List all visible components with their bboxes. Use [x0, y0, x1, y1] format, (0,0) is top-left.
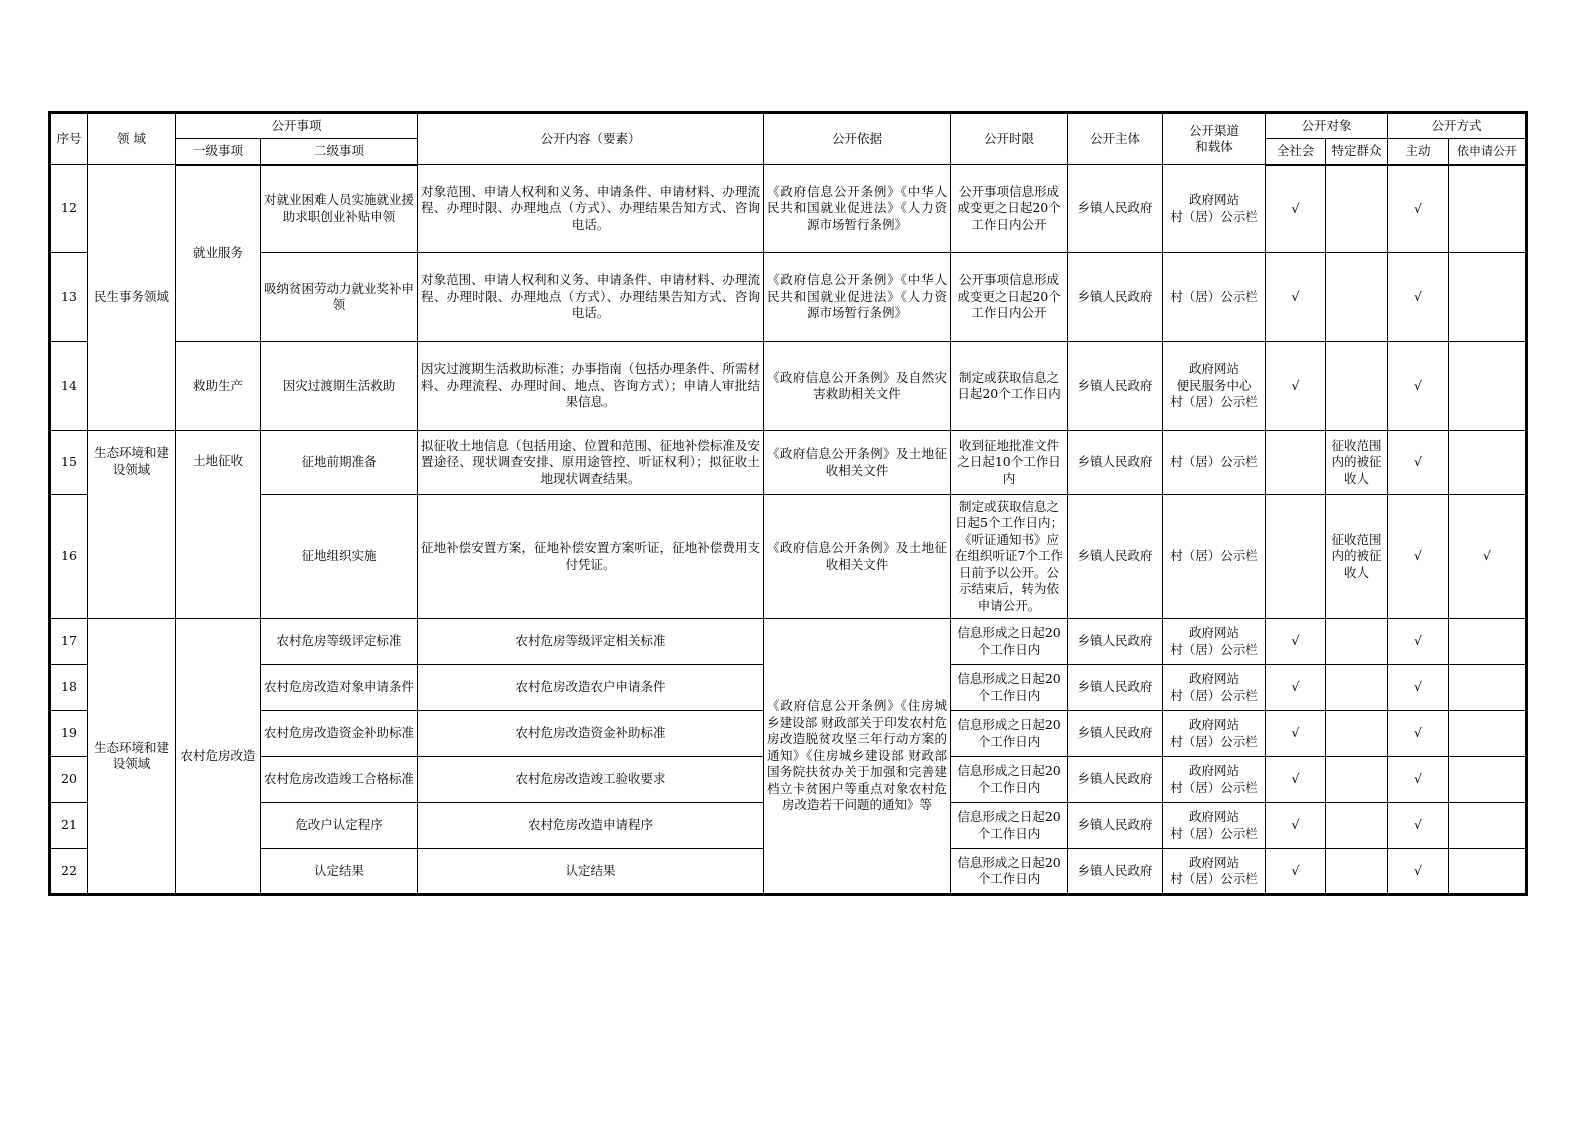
- header-target-all: 全社会: [1266, 139, 1326, 165]
- subject-cell: 乡镇人民政府: [1068, 665, 1163, 711]
- method-request-mark: [1449, 253, 1527, 342]
- subject-cell: 乡镇人民政府: [1068, 495, 1163, 619]
- target-specific-cell: [1326, 165, 1388, 253]
- channel-cell: 政府网站 村（居）公示栏: [1163, 803, 1266, 849]
- channel-cell: 政府网站 村（居）公示栏: [1163, 757, 1266, 803]
- method-request-mark: [1449, 849, 1527, 895]
- target-all-mark: √: [1266, 711, 1326, 757]
- header-time-limit: 公开时限: [951, 113, 1068, 165]
- target-all-mark: √: [1266, 849, 1326, 895]
- channel-cell: 政府网站 便民服务中心 村（居）公示栏: [1163, 342, 1266, 431]
- header-item-group: 公开事项: [176, 113, 418, 139]
- channel-cell: 政府网站 村（居）公示栏: [1163, 619, 1266, 665]
- channel-cell: 村（居）公示栏: [1163, 253, 1266, 342]
- method-request-mark: [1449, 665, 1527, 711]
- row-seq: 14: [50, 342, 88, 431]
- method-active-mark: √: [1388, 431, 1449, 495]
- content-cell: 农村危房改造农户申请条件: [418, 665, 764, 711]
- content-cell: 对象范围、申请人权利和义务、申请条件、申请材料、办理流程、办理时限、办理地点（方式）、办理结果告知方式、咨询电话。: [418, 165, 764, 253]
- method-active-mark: √: [1388, 757, 1449, 803]
- row-seq: 20: [50, 757, 88, 803]
- subject-cell: 乡镇人民政府: [1068, 431, 1163, 495]
- subject-cell: 乡镇人民政府: [1068, 342, 1163, 431]
- domain-cell: 生态环境和建设领域: [88, 431, 176, 619]
- row-seq: 15: [50, 431, 88, 495]
- disclosure-table: [48, 111, 1528, 896]
- subject-cell: 乡镇人民政府: [1068, 619, 1163, 665]
- channel-cell: 政府网站 村（居）公示栏: [1163, 849, 1266, 895]
- subject-cell: 乡镇人民政府: [1068, 165, 1163, 253]
- time-limit-cell: 制定或获取信息之日起5个工作日内；《听证通知书》应在组织听证7个工作日前予以公开。公示结束后，转为依申请公开。: [951, 495, 1068, 619]
- target-specific-cell: [1326, 849, 1388, 895]
- target-specific-cell: [1326, 342, 1388, 431]
- content-cell: 因灾过渡期生活救助标准；办事指南（包括办理条件、所需材料、办理流程、办理时间、地点、咨询方式）；申请人审批结果信息。: [418, 342, 764, 431]
- row-seq: 13: [50, 253, 88, 342]
- method-request-mark: [1449, 165, 1527, 253]
- time-limit-cell: 信息形成之日起20个工作日内: [951, 619, 1068, 665]
- method-active-mark: √: [1388, 711, 1449, 757]
- header-basis: 公开依据: [764, 113, 951, 165]
- level2-cell: 征地前期准备: [261, 431, 418, 495]
- table-row: [50, 342, 1527, 431]
- method-request-mark: [1449, 342, 1527, 431]
- table-row: [50, 253, 1527, 342]
- time-limit-cell: 信息形成之日起20个工作日内: [951, 665, 1068, 711]
- target-all-mark: √: [1266, 342, 1326, 431]
- header-method-request: 依申请公开: [1449, 139, 1527, 165]
- target-all-mark: √: [1266, 253, 1326, 342]
- domain-cell: 民生事务领域: [88, 165, 176, 431]
- level2-cell: 吸纳贫困劳动力就业奖补申领: [261, 253, 418, 342]
- method-active-mark: √: [1388, 253, 1449, 342]
- target-all-mark: √: [1266, 665, 1326, 711]
- header-target-group: 公开对象: [1266, 113, 1388, 139]
- time-limit-cell: 收到征地批准文件之日起10个工作日内: [951, 431, 1068, 495]
- basis-cell: 《政府信息公开条例》《中华人民共和国就业促进法》《人力资源市场暂行条例》: [764, 253, 951, 342]
- row-seq: 17: [50, 619, 88, 665]
- method-request-mark: [1449, 803, 1527, 849]
- channel-cell: 政府网站 村（居）公示栏: [1163, 711, 1266, 757]
- basis-cell: 《政府信息公开条例》及土地征收相关文件: [764, 495, 951, 619]
- level2-cell: 农村危房等级评定标准: [261, 619, 418, 665]
- basis-cell: 《政府信息公开条例》及自然灾害救助相关文件: [764, 342, 951, 431]
- target-specific-cell: [1326, 619, 1388, 665]
- subject-cell: 乡镇人民政府: [1068, 757, 1163, 803]
- subject-cell: 乡镇人民政府: [1068, 253, 1163, 342]
- header-target-specific: 特定群众: [1326, 139, 1388, 165]
- method-active-mark: √: [1388, 803, 1449, 849]
- header-level2: 二级事项: [261, 139, 418, 165]
- time-limit-cell: 信息形成之日起20个工作日内: [951, 757, 1068, 803]
- target-all-mark: √: [1266, 803, 1326, 849]
- row-seq: 22: [50, 849, 88, 895]
- method-request-mark: [1449, 757, 1527, 803]
- target-all-mark: √: [1266, 757, 1326, 803]
- target-specific-cell: [1326, 711, 1388, 757]
- basis-cell: 《政府信息公开条例》《住房城乡建设部 财政部关于印发农村危房改造脱贫攻坚三年行动方案的通知》《住房城乡建设部 财政部 国务院扶贫办关于加强和完善建档立卡贫困户等重点对象农村危房改造若干问题的通知》等: [764, 619, 951, 895]
- method-request-mark: [1449, 619, 1527, 665]
- row-seq: 18: [50, 665, 88, 711]
- row-seq: 16: [50, 495, 88, 619]
- time-limit-cell: 信息形成之日起20个工作日内: [951, 711, 1068, 757]
- level1-cell: 土地征收: [176, 431, 261, 619]
- header-content: 公开内容（要素）: [418, 113, 764, 165]
- content-cell: 认定结果: [418, 849, 764, 895]
- method-active-mark: √: [1388, 665, 1449, 711]
- target-all-mark: [1266, 431, 1326, 495]
- target-specific-cell: [1326, 757, 1388, 803]
- method-active-mark: √: [1388, 342, 1449, 431]
- header-domain: 领 域: [88, 113, 176, 165]
- target-all-mark: [1266, 495, 1326, 619]
- channel-cell: 村（居）公示栏: [1163, 495, 1266, 619]
- method-active-mark: √: [1388, 849, 1449, 895]
- content-cell: 农村危房改造竣工验收要求: [418, 757, 764, 803]
- target-all-mark: √: [1266, 619, 1326, 665]
- header-seq: 序号: [50, 113, 88, 165]
- time-limit-cell: 信息形成之日起20个工作日内: [951, 849, 1068, 895]
- target-specific-cell: 征收范围内的被征收人: [1326, 431, 1388, 495]
- level2-cell: 认定结果: [261, 849, 418, 895]
- level2-cell: 农村危房改造竣工合格标准: [261, 757, 418, 803]
- row-seq: 12: [50, 165, 88, 253]
- header-channel: 公开渠道 和载体: [1163, 113, 1266, 165]
- method-request-mark: √: [1449, 495, 1527, 619]
- level1-cell: 救助生产: [176, 342, 261, 431]
- level2-cell: 农村危房改造资金补助标准: [261, 711, 418, 757]
- content-cell: 农村危房改造资金补助标准: [418, 711, 764, 757]
- time-limit-cell: 公开事项信息形成或变更之日起20个工作日内公开: [951, 165, 1068, 253]
- subject-cell: 乡镇人民政府: [1068, 711, 1163, 757]
- level1-cell: 就业服务: [176, 165, 261, 342]
- method-request-mark: [1449, 711, 1527, 757]
- header-level1: 一级事项: [176, 139, 261, 165]
- header-method-group: 公开方式: [1388, 113, 1527, 139]
- method-request-mark: [1449, 431, 1527, 495]
- table-row: [50, 165, 1527, 253]
- content-cell: 农村危房改造申请程序: [418, 803, 764, 849]
- table-row: [50, 495, 1527, 619]
- channel-cell: 村（居）公示栏: [1163, 431, 1266, 495]
- content-cell: 农村危房等级评定相关标准: [418, 619, 764, 665]
- method-active-mark: √: [1388, 495, 1449, 619]
- time-limit-cell: 信息形成之日起20个工作日内: [951, 803, 1068, 849]
- level2-cell: 对就业困难人员实施就业援助求职创业补贴申领: [261, 165, 418, 253]
- target-all-mark: √: [1266, 165, 1326, 253]
- row-seq: 19: [50, 711, 88, 757]
- subject-cell: 乡镇人民政府: [1068, 803, 1163, 849]
- level2-cell: 征地组织实施: [261, 495, 418, 619]
- content-cell: 拟征收土地信息（包括用途、位置和范围、征地补偿标准及安置途径、现状调查安排、原用途管控、听证权利）；拟征收土地现状调查结果。: [418, 431, 764, 495]
- level2-cell: 因灾过渡期生活救助: [261, 342, 418, 431]
- target-specific-cell: 征收范围内的被征收人: [1326, 495, 1388, 619]
- method-active-mark: √: [1388, 165, 1449, 253]
- level2-cell: 农村危房改造对象申请条件: [261, 665, 418, 711]
- header-subject: 公开主体: [1068, 113, 1163, 165]
- target-specific-cell: [1326, 253, 1388, 342]
- time-limit-cell: 制定或获取信息之日起20个工作日内: [951, 342, 1068, 431]
- header-method-active: 主动: [1388, 139, 1449, 165]
- channel-cell: 政府网站 村（居）公示栏: [1163, 665, 1266, 711]
- level1-cell: 农村危房改造: [176, 619, 261, 895]
- time-limit-cell: 公开事项信息形成或变更之日起20个工作日内公开: [951, 253, 1068, 342]
- basis-cell: 《政府信息公开条例》及土地征收相关文件: [764, 431, 951, 495]
- channel-cell: 政府网站 村（居）公示栏: [1163, 165, 1266, 253]
- content-cell: 对象范围、申请人权利和义务、申请条件、申请材料、办理流程、办理时限、办理地点（方式）、办理结果告知方式、咨询电话。: [418, 253, 764, 342]
- level2-cell: 危改户认定程序: [261, 803, 418, 849]
- basis-cell: 《政府信息公开条例》《中华人民共和国就业促进法》《人力资源市场暂行条例》: [764, 165, 951, 253]
- target-specific-cell: [1326, 803, 1388, 849]
- domain-cell: 生态环境和建设领域: [88, 619, 176, 895]
- target-specific-cell: [1326, 665, 1388, 711]
- row-seq: 21: [50, 803, 88, 849]
- method-active-mark: √: [1388, 619, 1449, 665]
- content-cell: 征地补偿安置方案，征地补偿安置方案听证，征地补偿费用支付凭证。: [418, 495, 764, 619]
- subject-cell: 乡镇人民政府: [1068, 849, 1163, 895]
- table-row: [50, 431, 1527, 495]
- table-row: [50, 619, 1527, 665]
